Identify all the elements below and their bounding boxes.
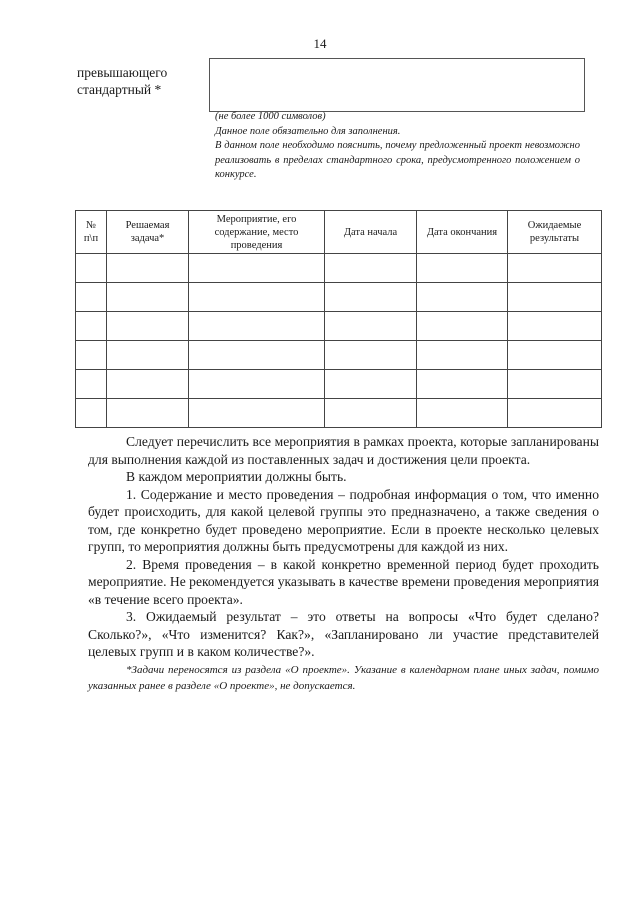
table-cell[interactable] bbox=[325, 370, 417, 399]
table-cell[interactable] bbox=[76, 254, 107, 283]
field-hints bbox=[215, 110, 580, 183]
table-row bbox=[76, 312, 602, 341]
table-cell[interactable] bbox=[107, 283, 189, 312]
header-event: Мероприятие, его содержание, место проведения bbox=[189, 211, 325, 254]
table-cell[interactable] bbox=[417, 312, 508, 341]
table-cell[interactable] bbox=[417, 283, 508, 312]
table-cell[interactable] bbox=[189, 370, 325, 399]
table-cell[interactable] bbox=[107, 370, 189, 399]
table-cell[interactable] bbox=[107, 254, 189, 283]
table-cell[interactable] bbox=[508, 399, 602, 428]
table-cell[interactable] bbox=[508, 283, 602, 312]
table-cell[interactable] bbox=[325, 254, 417, 283]
table-cell[interactable] bbox=[325, 399, 417, 428]
table-cell[interactable] bbox=[189, 312, 325, 341]
paragraph-content-place: 1. Содержание и место проведения – подробная информация о том, что именно будет происходить, для какой целевой группы это предназначено, а также сведения о том, где конкретно будет проведено мероприятие. Если в проекте несколько целевых групп, то мероприятия должны быть предусмотрены для каждой из них. bbox=[88, 486, 599, 554]
paragraph-time: 2. Время проведения – в какой конкретно временной период будет проходить мероприятие. Не рекомендуется указывать в качестве времени проведения мероприятия «в течение всего проекта». bbox=[88, 556, 599, 607]
header-number: № п\п bbox=[76, 211, 107, 254]
table-cell[interactable] bbox=[76, 370, 107, 399]
table-cell[interactable] bbox=[508, 341, 602, 370]
table-cell[interactable] bbox=[107, 312, 189, 341]
table-cell[interactable] bbox=[508, 312, 602, 341]
table-cell[interactable] bbox=[417, 341, 508, 370]
table-row bbox=[76, 254, 602, 283]
table-row bbox=[76, 370, 602, 399]
table-cell[interactable] bbox=[107, 341, 189, 370]
footnote: *Задачи переносятся из раздела «О проекте». Указание в календарном плане иных задач, помимо указанных ранее в разделе «О проекте», не допускается. bbox=[88, 663, 599, 692]
header-start-date: Дата начала bbox=[325, 211, 417, 254]
table-cell[interactable] bbox=[325, 283, 417, 312]
table-cell[interactable] bbox=[508, 370, 602, 399]
table-cell[interactable] bbox=[76, 283, 107, 312]
field-label bbox=[77, 64, 167, 98]
field-label-line1: превышающего bbox=[77, 65, 168, 80]
field-label-line2: стандартный * bbox=[77, 82, 162, 97]
header-task: Решаемая задача* bbox=[107, 211, 189, 254]
instructions-text bbox=[88, 433, 599, 694]
table-cell[interactable] bbox=[417, 254, 508, 283]
table-cell[interactable] bbox=[189, 341, 325, 370]
table-cell[interactable] bbox=[508, 254, 602, 283]
table-row bbox=[76, 283, 602, 312]
table-cell[interactable] bbox=[107, 399, 189, 428]
table-cell[interactable] bbox=[325, 341, 417, 370]
calendar-plan-table bbox=[75, 210, 602, 428]
table-row bbox=[76, 399, 602, 428]
table-header-row bbox=[76, 211, 602, 254]
page-number: 14 bbox=[313, 36, 327, 51]
paragraph-requirements: В каждом мероприятии должны быть. bbox=[126, 469, 347, 484]
hint-char-limit: (не более 1000 символов) bbox=[215, 111, 326, 122]
table-cell[interactable] bbox=[76, 312, 107, 341]
hint-explanation: В данном поле необходимо пояснить, почему предложенный проект невозможно реализовать в пределах стандартного срока, предусмотренного положением о конкурсе. bbox=[215, 140, 580, 180]
paragraph-intro: Следует перечислить все мероприятия в рамках проекта, которые запланированы для выполнения каждой из поставленных задач и достижения цели проекта. bbox=[88, 434, 599, 467]
header-end-date: Дата окончания bbox=[417, 211, 508, 254]
table-cell[interactable] bbox=[76, 399, 107, 428]
table-cell[interactable] bbox=[76, 341, 107, 370]
table-cell[interactable] bbox=[325, 312, 417, 341]
header-results: Ожидаемые результаты bbox=[508, 211, 602, 254]
table-row bbox=[76, 341, 602, 370]
table-cell[interactable] bbox=[189, 283, 325, 312]
hint-required: Данное поле обязательно для заполнения. bbox=[215, 125, 401, 137]
duration-justification-field[interactable] bbox=[209, 58, 585, 112]
table-cell[interactable] bbox=[189, 254, 325, 283]
paragraph-expected-result: 3. Ожидаемый результат – это ответы на вопросы «Что будет сделано? Сколько?», «Что изменится? Как?», «Запланировано ли участие представителей целевых групп и в каком количестве?». bbox=[88, 609, 599, 659]
table-cell[interactable] bbox=[189, 399, 325, 428]
table-cell[interactable] bbox=[417, 370, 508, 399]
table-cell[interactable] bbox=[417, 399, 508, 428]
